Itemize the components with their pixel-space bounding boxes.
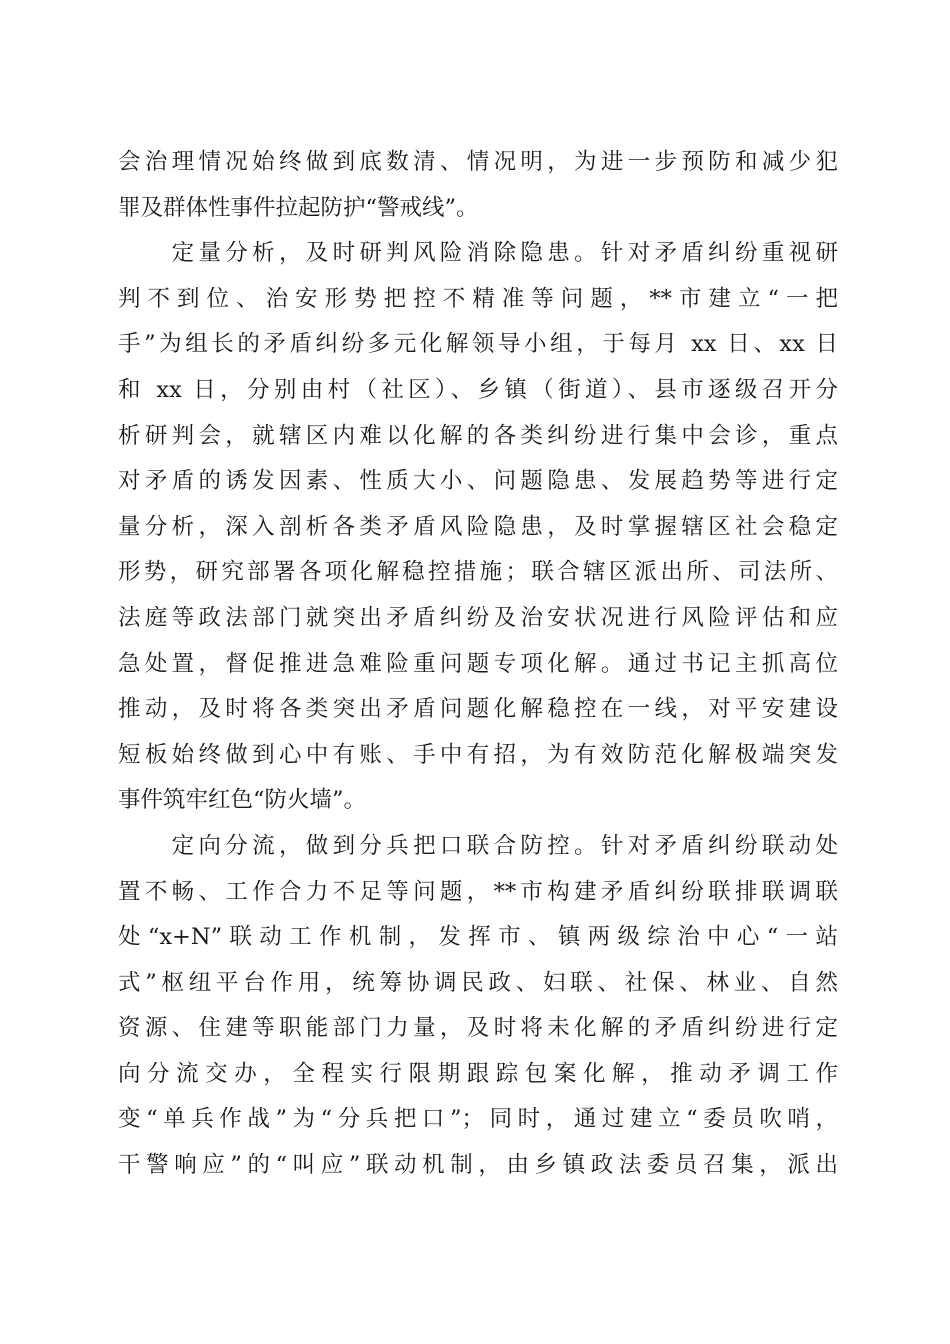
text-line: 事件筑牢红色“防火墙”。 <box>118 787 367 814</box>
text-line: 析研判会，就辖区内难以化解的各类纠纷进行集中会诊，重点 <box>118 422 838 449</box>
text-line: 变“单兵作战”为“分兵把口”；同时，通过建立“委员吹哨， <box>118 1106 838 1133</box>
text-line: 置不畅、工作合力不足等问题，**市构建矛盾纠纷联排联调联 <box>118 878 838 905</box>
body-text <box>118 140 838 1189</box>
text-line: 量分析，深入剖析各类矛盾风险隐患，及时掌握辖区社会稳定 <box>118 513 838 540</box>
text-line: 急处置，督促推进急难险重问题专项化解。通过书记主抓高位 <box>118 650 838 677</box>
text-line: 法庭等政法部门就突出矛盾纠纷及治安状况进行风险评估和应 <box>118 604 838 631</box>
text-line: 向分流交办，全程实行限期跟踪包案化解，推动矛调工作 <box>118 1060 838 1087</box>
text-line: 资源、住建等职能部门力量，及时将未化解的矛盾纠纷进行定 <box>118 1015 838 1042</box>
text-line: 推动，及时将各类突出矛盾问题化解稳控在一线，对平安建设 <box>118 696 838 723</box>
text-line: 处“x+N”联动工作机制，发挥市、镇两级综治中心“一站 <box>118 924 838 951</box>
text-line: 式”枢纽平台作用，统筹协调民政、妇联、社保、林业、自然 <box>118 969 838 996</box>
text-line: 罪及群体性事件拉起防护“警戒线”。 <box>118 194 479 221</box>
text-line: 会治理情况始终做到底数清、情况明，为进一步预防和减少犯 <box>118 149 838 175</box>
text-line: 短板始终做到心中有账、手中有招，为有效防范化解极端突发 <box>118 741 838 768</box>
text-line: 形势，研究部署各项化解稳控措施；联合辖区派出所、司法所、 <box>118 559 838 586</box>
text-line: 定量分析，及时研判风险消除隐患。针对矛盾纠纷重视研 <box>118 240 838 267</box>
text-line: 判不到位、治安形势把控不精准等问题，**市建立“一把 <box>118 285 838 312</box>
text-line: 手”为组长的矛盾纠纷多元化解领导小组，于每月 xx 日、xx 日 <box>118 331 838 358</box>
text-line: 干警响应”的“叫应”联动机制，由乡镇政法委员召集，派出 <box>118 1152 838 1179</box>
text-line: 和 xx 日，分别由村（社区）、乡镇（街道）、县市逐级召开分 <box>118 376 838 403</box>
text-line: 对矛盾的诱发因素、性质大小、问题隐患、发展趋势等进行定 <box>118 468 838 495</box>
text-line: 定向分流，做到分兵把口联合防控。针对矛盾纠纷联动处 <box>118 832 838 859</box>
